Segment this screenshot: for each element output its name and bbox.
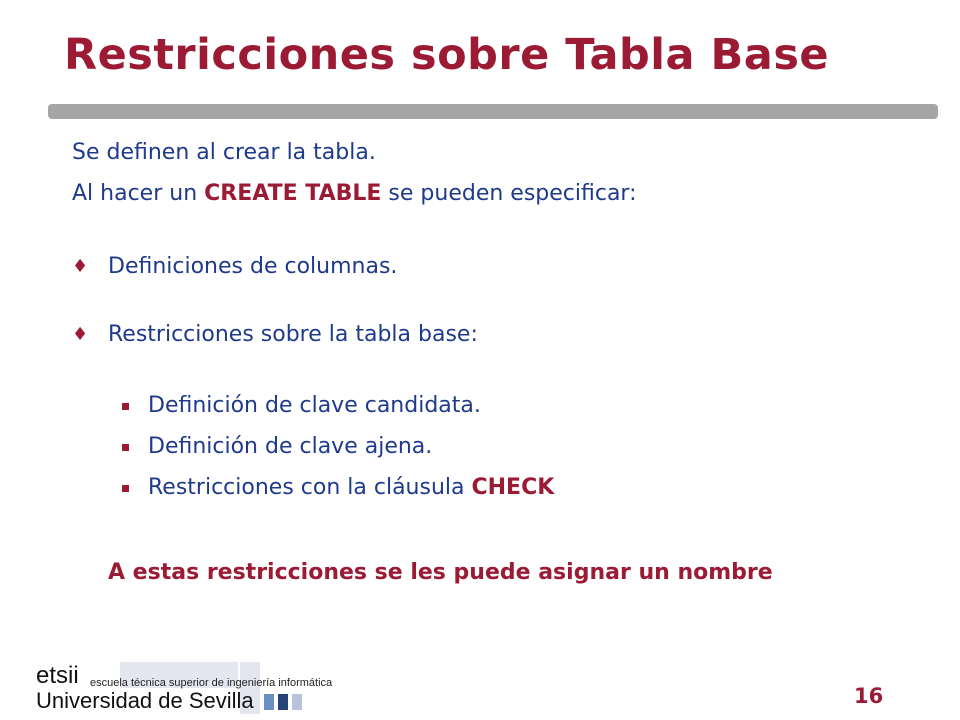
- intro-line-1: [72, 140, 376, 165]
- title-divider: [48, 104, 938, 119]
- slide-title: Restricciones sobre Tabla Base: [64, 30, 830, 80]
- bullet-item-2: Restricciones sobre la tabla base:: [108, 322, 478, 347]
- university-logo: [36, 662, 356, 714]
- square-bullet-icon: [122, 403, 129, 410]
- subbullet-3-pre: Restricciones con la cláusula: [148, 475, 472, 500]
- subbullet-item-2: Definición de clave ajena.: [148, 434, 433, 459]
- emphasis-note: A estas restricciones se les puede asignar un nombre: [108, 560, 773, 585]
- bullet-item-1: Definiciones de columnas.: [108, 254, 398, 279]
- square-bullet-icon: [122, 444, 129, 451]
- intro-line-1-text: Se definen al crear la tabla.: [72, 140, 376, 165]
- school-name: escuela técnica superior de ingeniería informática: [90, 677, 333, 689]
- diamond-bullet-icon: ♦: [72, 256, 89, 277]
- logo-abbrev: etsii: [36, 662, 79, 689]
- subbullet-item-3: [148, 475, 554, 500]
- page-number: 16: [854, 684, 884, 708]
- check-keyword: CHECK: [471, 475, 555, 500]
- intro-line-2-pre: Al hacer un: [72, 181, 205, 206]
- logo-squares-icon: [264, 692, 324, 712]
- intro-line-2-post: se pueden especificar:: [381, 181, 637, 206]
- create-table-keyword: CREATE TABLE: [204, 181, 382, 206]
- university-name: Universidad de Sevilla: [36, 688, 254, 713]
- square-bullet-icon: [122, 485, 129, 492]
- subbullet-item-1: Definición de clave candidata.: [148, 393, 481, 418]
- diamond-bullet-icon: ♦: [72, 324, 89, 345]
- intro-line-2: [72, 181, 637, 206]
